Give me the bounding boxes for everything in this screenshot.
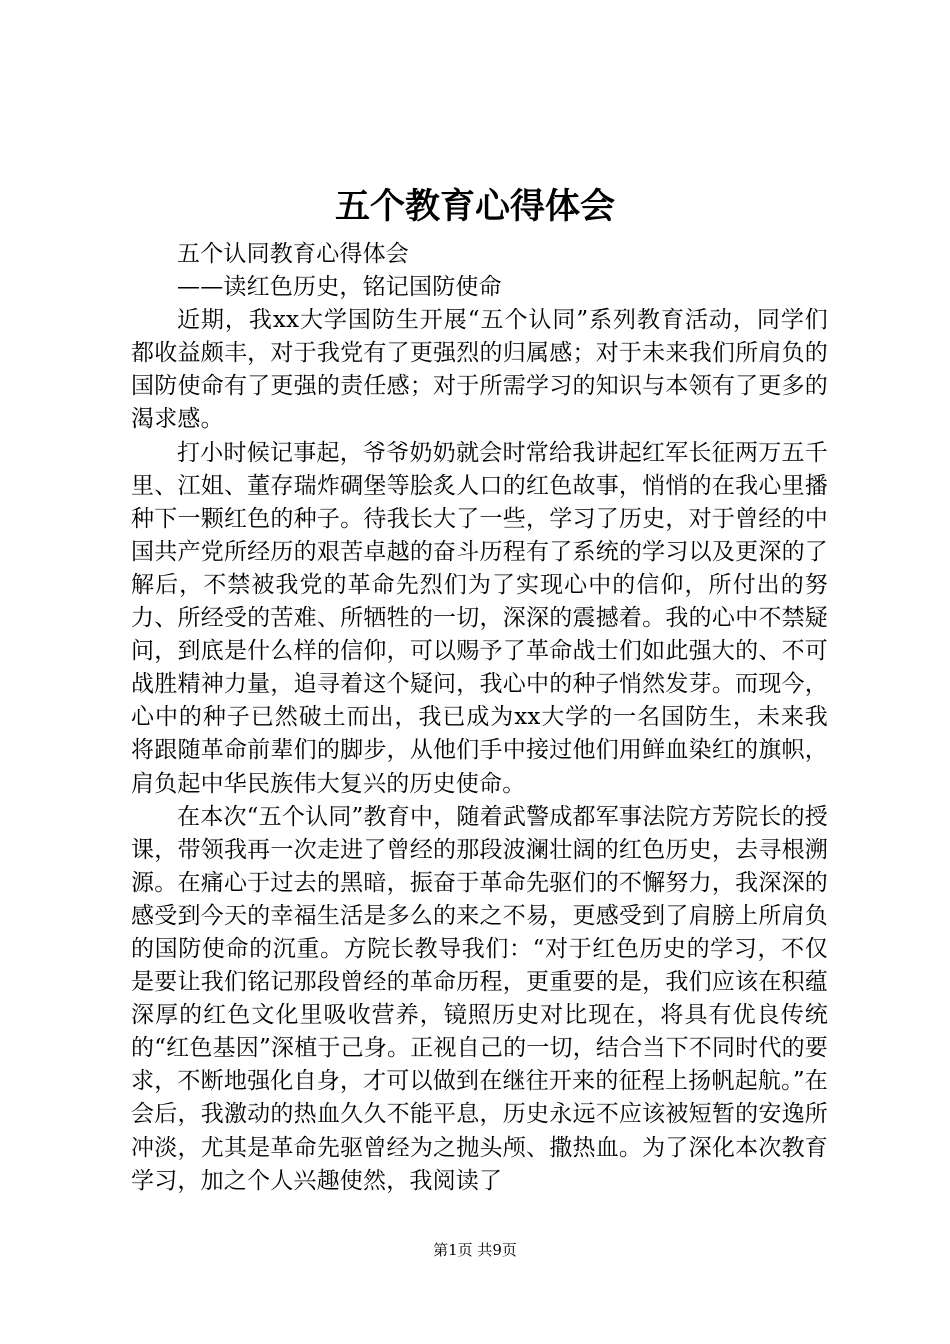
subtitle-dash-line: ——读红色历史，铭记国防使命 xyxy=(177,274,502,301)
paragraph-intro: 近期，我xx大学国防生开展“五个认同”系列教育活动，同学们都收益颇丰，对于我党有了更强烈的归属感；对于未来我们所肩负的国防使命有了更强的责任感；对于所需学习的知识与本领有了更多的渴求感。 xyxy=(131,307,828,433)
document-title: 五个教育心得体会 xyxy=(334,186,615,227)
page-number-footer: 第1页 共9页 xyxy=(433,1241,517,1259)
paragraph-childhood: 打小时候记事起，爷爷奶奶就会时常给我讲起红军长征两万五千里、江姐、董存瑞炸碉堡等脍炙人口的红色故事，悄悄的在我心里播种下一颗红色的种子。待我长大了一些，学习了历史，对于曾经的中国共产党所经历的艰苦卓越的奋斗历程有了系统的学习以及更深的了解后，不禁被我党的革命先烈们为了实现心中的信仰，所付出的努力、所经受的苦难、所牺牲的一切，深深的震撼着。我的心中不禁疑问，到底是什么样的信仰，可以赐予了革命战士们如此强大的、不可战胜精神力量，追寻着这个疑问，我心中的种子悄然发芽。而现今，心中的种子已然破土而出，我已成为xx大学的一名国防生，未来我将跟随革命前辈们的脚步，从他们手中接过他们用鲜血染红的旗帜，肩负起中华民族伟大复兴的历史使命。 xyxy=(131,439,828,797)
paragraph-education: 在本次“五个认同”教育中，随着武警成都军事法院方芳院长的授课，带领我再一次走进了曾经的那段波澜壮阔的红色历史，去寻根溯源。在痛心于过去的黑暗，振奋于革命先驱们的不懈努力，我深深的感受到今天的幸福生活是多么的来之不易，更感受到了肩膀上所肩负的国防使命的沉重。方院长教导我们：“对于红色历史的学习，不仅是要让我们铭记那段曾经的革命历程，更重要的是，我们应该在积蕴深厚的红色文化里吸收营养，镜照历史对比现在，将具有优良传统的“红色基因”深植于己身。正视自己的一切，结合当下不同时代的要求，不断地强化自身，才可以做到在继往开来的征程上扬帆起航。”在会后，我激动的热血久久不能平息，历史永远不应该被短暂的安逸所冲淡，尤其是革命先驱曾经为之抛头颅、撒热血。为了深化本次教育学习，加之个人兴趣使然，我阅读了 xyxy=(131,803,828,1194)
document-body xyxy=(131,238,828,1198)
subtitle-line: 五个认同教育心得体会 xyxy=(177,241,409,267)
